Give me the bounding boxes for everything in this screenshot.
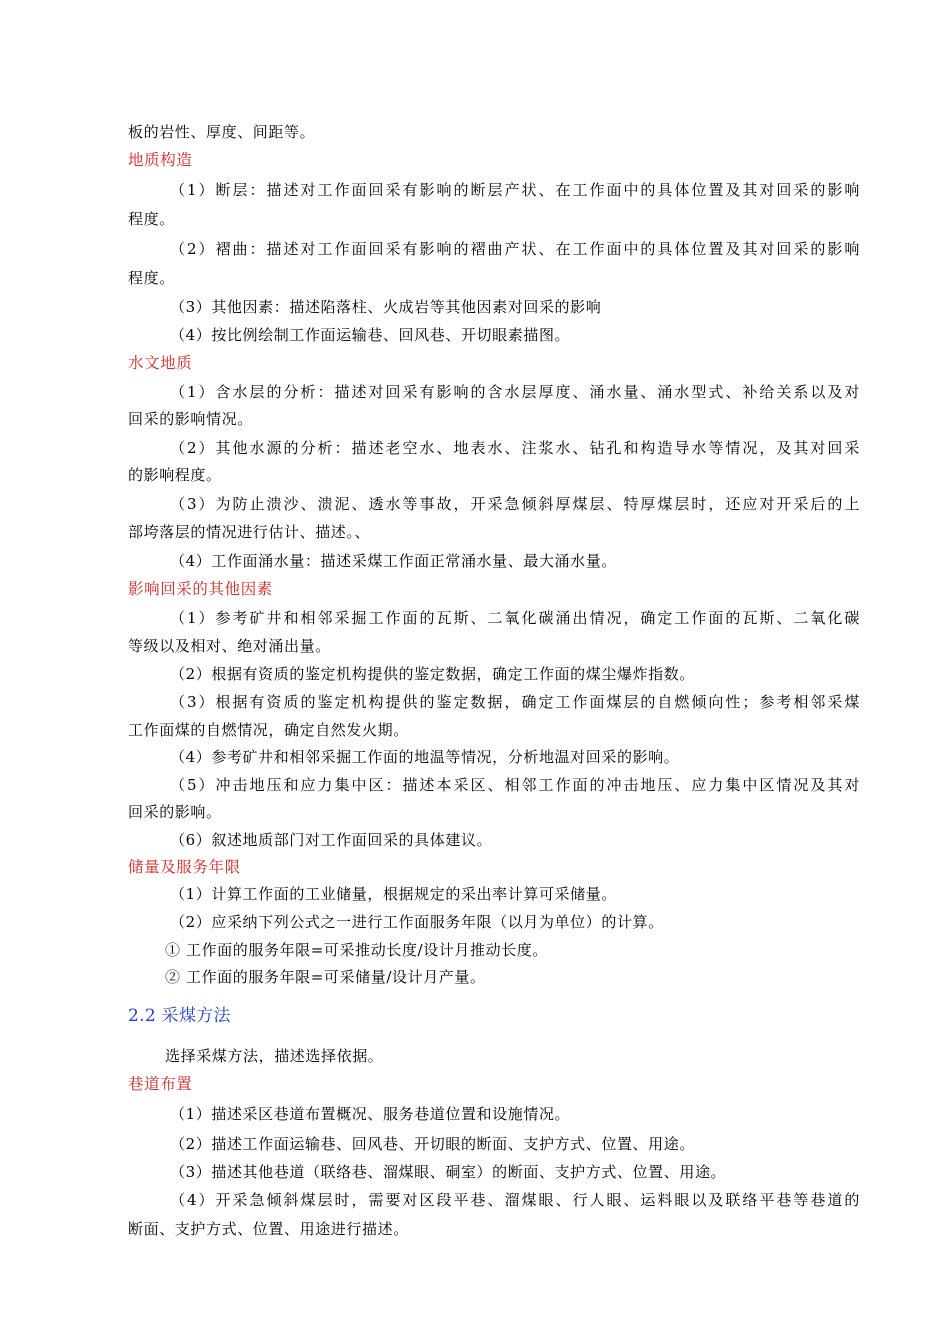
paragraph-line: （1）计算工作面的工业储量，根据规定的采出率计算可采储量。 bbox=[170, 885, 617, 903]
paragraph-line: （2）描述工作面运输巷、回风巷、开切眼的断面、支护方式、位置、用途。 bbox=[170, 1135, 695, 1153]
paragraph-line: （4）参考矿井和相邻采掘工作面的地温等情况，分析地温对回采的影响。 bbox=[170, 748, 680, 766]
paragraph-line: 等级以及相对、绝对涌出量。 bbox=[128, 637, 331, 655]
paragraph-line: （1）描述采区巷道布置概况、服务巷道位置和设施情况。 bbox=[170, 1105, 571, 1123]
paragraph-line: （1）断层：描述对工作面回采有影响的断层产状、在工作面中的具体位置及其对回采的影响 bbox=[170, 181, 860, 199]
paragraph-line: （1）含水层的分析：描述对回采有影响的含水层厚度、涌水量、涌水型式、补给关系以及对 bbox=[170, 383, 860, 401]
paragraph-line: 选择采煤方法，描述选择依据。 bbox=[165, 1047, 384, 1065]
formula-line: ① 工作面的服务年限=可采推动长度/设计月推动长度。 bbox=[165, 941, 548, 959]
paragraph-line: （3）根据有资质的鉴定机构提供的鉴定数据，确定工作面煤层的自燃倾向性；参考相邻采煤 bbox=[170, 693, 860, 711]
paragraph-line: （2）褶曲：描述对工作面回采有影响的褶曲产状、在工作面中的具体位置及其对回采的影响 bbox=[170, 240, 860, 258]
paragraph-line: （4）按比例绘制工作面运输巷、回风巷、开切眼素描图。 bbox=[170, 326, 571, 344]
paragraph-line: （5）冲击地压和应力集中区：描述本采区、相邻工作面的冲击地压、应力集中区情况及其对 bbox=[170, 776, 860, 794]
heading-geological-structure: 地质构造 bbox=[128, 151, 193, 169]
formula-line: ② 工作面的服务年限=可采储量/设计月产量。 bbox=[165, 968, 486, 986]
paragraph-line: （3）其他因素：描述陷落柱、火成岩等其他因素对回采的影响 bbox=[170, 298, 602, 316]
paragraph-line: 程度。 bbox=[128, 269, 175, 287]
paragraph-line: （6）叙述地质部门对工作面回采的具体建议。 bbox=[170, 831, 493, 849]
paragraph-line: （3）描述其他巷道（联络巷、溜煤眼、硐室）的断面、支护方式、位置、用途。 bbox=[170, 1163, 727, 1181]
paragraph-line: （1）参考矿井和相邻采掘工作面的瓦斯、二氧化碳涌出情况，确定工作面的瓦斯、二氧化碳 bbox=[170, 609, 860, 627]
paragraph-line: （4）工作面涌水量：描述采煤工作面正常涌水量、最大涌水量。 bbox=[170, 552, 617, 570]
heading-hydrogeology: 水文地质 bbox=[128, 354, 193, 372]
paragraph-line: 程度。 bbox=[128, 210, 175, 228]
paragraph-line: （4）开采急倾斜煤层时，需要对区段平巷、溜煤眼、行人眼、运料眼以及联络平巷等巷道的 bbox=[170, 1191, 860, 1209]
paragraph-line: 断面、支护方式、位置、用途进行描述。 bbox=[128, 1220, 409, 1238]
paragraph-line: 部垮落层的情况进行估计、描述。、 bbox=[128, 523, 371, 541]
paragraph-line: 的影响程度。 bbox=[128, 466, 222, 484]
paragraph-line: 回采的影响情况。 bbox=[128, 410, 253, 428]
paragraph-line: 板的岩性、厚度、间距等。 bbox=[128, 123, 316, 141]
paragraph-line: （2）根据有资质的鉴定机构提供的鉴定数据，确定工作面的煤尘爆炸指数。 bbox=[170, 665, 695, 683]
heading-reserves: 储量及服务年限 bbox=[128, 858, 241, 876]
heading-other-factors: 影响回采的其他因素 bbox=[128, 580, 273, 598]
paragraph-line: （2）其他水源的分析：描述老空水、地表水、注浆水、钻孔和构造导水等情况，及其对回采 bbox=[170, 439, 860, 457]
paragraph-line: 工作面煤的自燃情况，确定自然发火期。 bbox=[128, 721, 409, 739]
paragraph-line: 回采的影响。 bbox=[128, 803, 222, 821]
paragraph-line: （2）应采纳下列公式之一进行工作面服务年限（以月为单位）的计算。 bbox=[170, 913, 664, 931]
paragraph-line: （3）为防止溃沙、溃泥、透水等事故，开采急倾斜厚煤层、特厚煤层时，还应对开采后的上 bbox=[170, 495, 860, 513]
heading-roadway-layout: 巷道布置 bbox=[128, 1075, 193, 1093]
section-heading-mining-method: 2.2 采煤方法 bbox=[128, 1006, 231, 1026]
